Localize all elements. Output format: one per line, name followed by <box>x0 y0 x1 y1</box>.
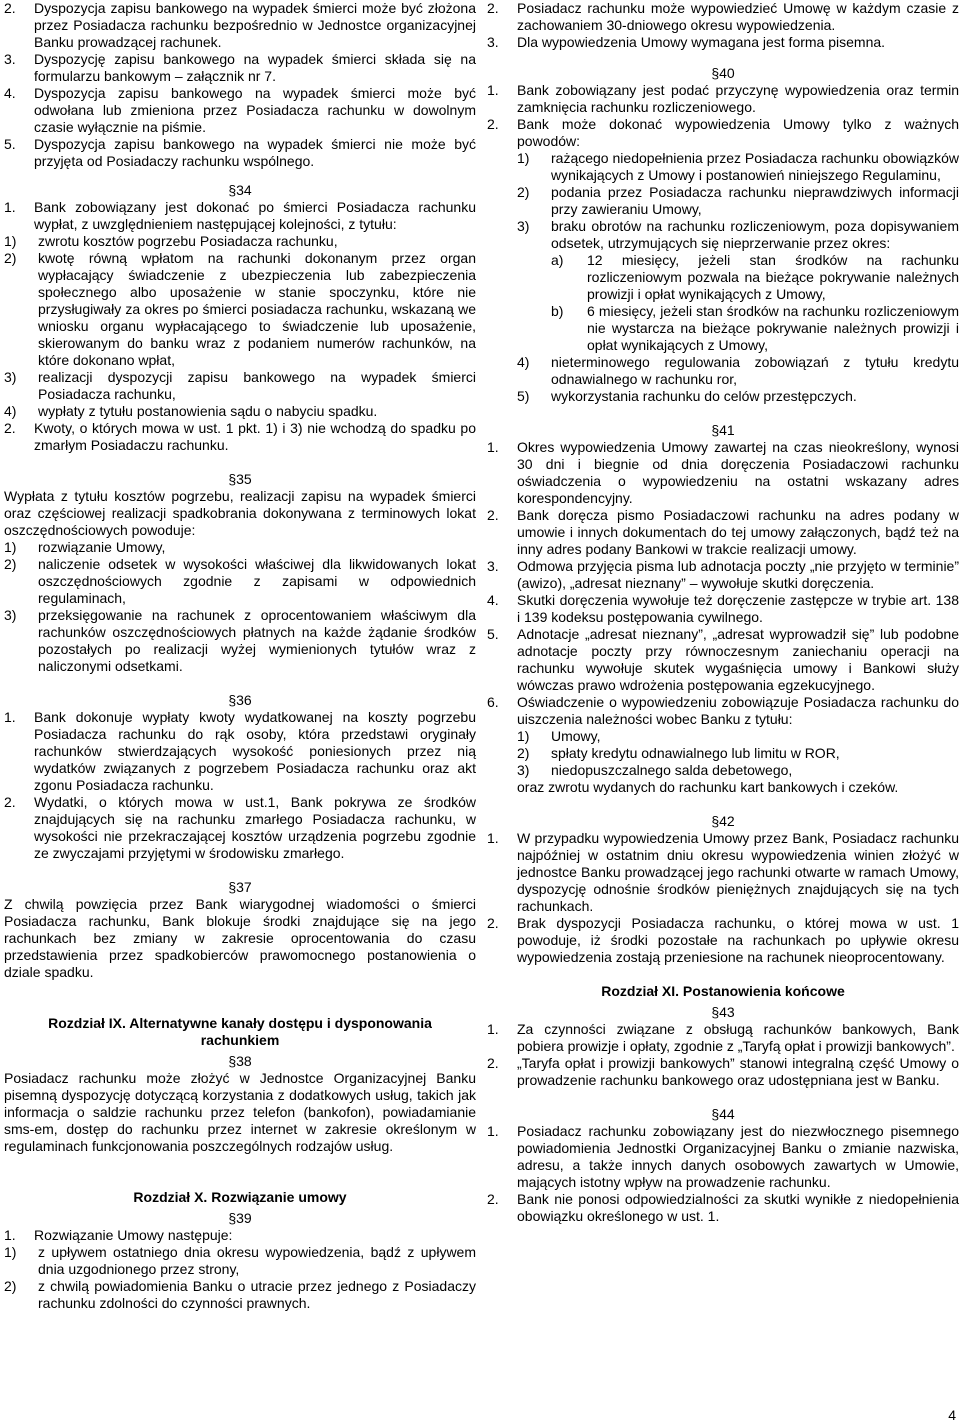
list-item <box>487 694 959 728</box>
list-item <box>4 420 476 454</box>
item-text: wykorzystania rachunku do celów przestępczych. <box>551 388 857 404</box>
list-item <box>4 1278 476 1312</box>
item-text: Dyspozycję zapisu bankowego na wypadek śmierci składa się na formularzu bankowym – załącznik nr 7. <box>34 51 476 84</box>
section-35-list <box>4 539 476 675</box>
item-number: 3) <box>4 369 17 385</box>
item-text: naliczenie odsetek w wysokości właściwej dla likwidowanych lokat oszczędnościowych zgodnie z zapisami w odpowiednich regulaminach, <box>38 556 476 606</box>
item-text: przeksięgowanie na rachunek z oprocentowaniem właściwym dla rachunków oszczędnościowych płatnych na każde żądanie środków pozostałych po realizacji wyżej wymienionych tytułów wraz z naliczonymi odsetkami. <box>38 607 476 674</box>
item-text: Wydatki, o których mowa w ust.1, Bank pokrywa ze środków znajdujących się na rachunku zmarłego Posiadacza rachunku, w wysokości nie przekraczającej kosztów urządzenia pogrzebu zgodnie ze zwyczajami przyjętymi w środowisku zmarłego. <box>34 794 476 861</box>
right-column <box>487 0 959 1225</box>
item-text: Umowy, <box>551 728 601 744</box>
list-item <box>487 439 959 507</box>
list-item <box>4 709 476 794</box>
item-text: wypłaty z tytułu postanowienia sądu o nabyciu spadku. <box>38 403 378 419</box>
item-text: z upływem ostatniego dnia okresu wypowiedzenia, bądź z upływem dnia uzgodnionego przez strony, <box>38 1244 476 1277</box>
item-text: Bank zobowiązany jest dokonać po śmierci Posiadacza rachunku wypłat, z uwzględnieniem następującej kolejności, z tytułu: <box>34 199 476 232</box>
item-number: a) <box>551 252 564 268</box>
item-number: 4) <box>4 403 17 419</box>
item-text: Dyspozycja zapisu bankowego na wypadek śmierci nie może być przyjęta od Posiadaczy rachunku wspólnego. <box>34 136 476 169</box>
list-item <box>4 199 476 233</box>
list-item <box>487 507 959 558</box>
item-number: 2) <box>4 556 17 572</box>
list-item <box>4 0 476 51</box>
list-item <box>487 82 959 116</box>
item-text: Skutki doręczenia wywołuje też doręczenie zastępcze w trybie art. 138 i 139 kodeksu postępowania cywilnego. <box>517 592 959 625</box>
item-text: Dyspozycja zapisu bankowego na wypadek śmierci może być odwołana lub zmieniona przez Posiadacza rachunku w dowolnym czasie wyłącznie na piśmie. <box>34 85 476 135</box>
list-item <box>487 830 959 915</box>
section-40-sublist-b <box>487 354 959 405</box>
item-number: 1. <box>487 1123 499 1139</box>
item-text: z chwilą powiadomienia Banku o utracie przez jednego z Posiadaczy rachunku zdolności do czynności prawnych. <box>38 1278 476 1311</box>
section-39-item-1 <box>4 1227 476 1244</box>
item-number: 5) <box>517 388 530 404</box>
item-number: 3. <box>487 34 499 50</box>
item-number: 2. <box>487 507 499 523</box>
list-item <box>4 51 476 85</box>
list-item <box>4 539 476 556</box>
item-text: nieterminowego regulowania zobowiązań z tytułu kredytu odnawialnego w rachunku ror, <box>551 354 959 387</box>
section-heading: §42 <box>711 813 735 829</box>
item-number: 1. <box>487 82 499 98</box>
list-item <box>487 1191 959 1225</box>
section-41-list <box>487 439 959 728</box>
item-text: Odmowa przyjęcia pisma lub adnotacja poczty „nie przyjęto w terminie” (awizo), „adresat nieznany” – wywołuje skutki doręczenia. <box>517 558 959 591</box>
item-number: 5. <box>487 626 499 642</box>
list-item <box>4 250 476 369</box>
item-number: 3. <box>4 51 16 67</box>
list-item <box>4 1227 476 1244</box>
intro-list <box>4 0 476 170</box>
list-item <box>487 1055 959 1089</box>
list-item <box>517 150 959 184</box>
item-number: 2) <box>517 184 530 200</box>
list-item <box>517 354 959 388</box>
item-number: 1. <box>4 1227 16 1243</box>
list-item <box>487 34 959 51</box>
section-heading: §41 <box>711 422 735 438</box>
list-item <box>487 1021 959 1055</box>
item-text: spłaty kredytu odnawialnego lub limitu w ROR, <box>551 745 840 761</box>
section-heading: §44 <box>711 1106 735 1122</box>
list-item <box>487 116 959 150</box>
item-number: 3) <box>4 607 17 623</box>
section-40-subsublist <box>487 252 959 354</box>
item-number: 1. <box>487 830 499 846</box>
list-item <box>517 218 959 252</box>
item-text: realizacji dyspozycji zapisu bankowego na wypadek śmierci Posiadacza rachunku, <box>38 369 476 402</box>
item-text: Dla wypowiedzenia Umowy wymagana jest forma pisemna. <box>517 34 886 50</box>
section-41-tail: oraz zwrotu wydanych do rachunku kart bankowych i czeków. <box>517 779 899 795</box>
list-item <box>4 369 476 403</box>
item-text: Dyspozycja zapisu bankowego na wypadek śmierci może być złożona przez Posiadacza rachunku bezpośrednio w Jednostce organizacyjnej Banku prowadzącej rachunek. <box>34 0 476 50</box>
list-item <box>4 556 476 607</box>
list-item <box>4 403 476 420</box>
list-item <box>4 1244 476 1278</box>
list-item <box>551 252 959 303</box>
list-item <box>487 0 959 34</box>
item-text: Adnotacje „adresat nieznany”, „adresat wyprowadził się” lub podobne adnotacje poczty przy równoczesnym zaniechaniu operacji na rachunku wywołuje skutek wygaśnięcia umowy i Bankowi służy wówczas prawo wdrożenia postępowania egzekucyjnego. <box>517 626 959 693</box>
item-number: 3. <box>487 558 499 574</box>
chapter-heading: Rozdział XI. Postanowienia końcowe <box>601 983 845 999</box>
section-40-item-1 <box>487 82 959 116</box>
section-34-item-2 <box>4 420 476 454</box>
item-number: 1. <box>4 709 16 725</box>
item-text: Bank dokonuje wypłaty kwoty wydatkowanej na koszty pogrzebu Posiadacza rachunku do rąk osoby, która przedstawi oryginały rachunków stwierdzających wysokość poniesionych przez nią wydatków związanych z pogrzebem Posiadacza rachunku oraz akt zgonu Posiadacza rachunku. <box>34 709 476 793</box>
item-number: 2. <box>487 915 499 931</box>
item-number: 2. <box>487 116 499 132</box>
section-36-list <box>4 709 476 862</box>
item-number: 3) <box>517 762 530 778</box>
list-item <box>517 388 959 405</box>
item-number: 2. <box>487 1055 499 1071</box>
list-item <box>4 794 476 862</box>
section-42-list <box>487 830 959 966</box>
list-item <box>487 915 959 966</box>
item-number: 1. <box>487 1021 499 1037</box>
item-text: Brak dyspozycji Posiadacza rachunku, o której mowa w ust. 1 powoduje, iż środki pozostałe na rachunkach po upływie okresu wypowiedzenia zostają przeniesione na rachunek nieoprocentowany. <box>517 915 959 965</box>
item-text: Bank może dokonać wypowiedzenia Umowy tylko z ważnych powodów: <box>517 116 959 149</box>
list-item <box>517 728 959 745</box>
item-number: b) <box>551 303 564 319</box>
list-item <box>4 85 476 136</box>
item-number: 2. <box>487 1191 499 1207</box>
item-number: 1. <box>487 439 499 455</box>
item-text: Okres wypowiedzenia Umowy zawartej na czas nieokreślony, wynosi 30 dni i biegnie od dnia doręczenia Posiadaczowi rachunku oświadczenia o wypowiedzeniu na ostatni wskazany adres korespondencyjny. <box>517 439 959 506</box>
section-43-list <box>487 1021 959 1089</box>
section-heading: §36 <box>228 692 252 708</box>
item-number: 1) <box>517 728 530 744</box>
item-text: niedopuszczalnego salda debetowego, <box>551 762 793 778</box>
section-heading: §35 <box>228 471 252 487</box>
section-40-item-2 <box>487 116 959 150</box>
left-column <box>4 0 476 1312</box>
item-text: Posiadacz rachunku zobowiązany jest do niezwłocznego pisemnego powiadomienia Jednostki Organizacyjnej Banku o zmianie nazwiska, adresu, a także innych danych osobowych zawartych w Umowie, mających istotny wpływ na prowadzenie rachunku. <box>517 1123 959 1190</box>
item-number: 4. <box>4 85 16 101</box>
item-number: 2) <box>4 1278 17 1294</box>
section-35-text: Wypłata z tytułu kosztów pogrzebu, realizacji zapisu na wypadek śmierci oraz częściowej realizacji spadkobrania dokonywana z terminowych lokat oszczędnościowych powoduje: <box>4 488 476 538</box>
item-text: 6 miesięcy, jeżeli stan środków na rachunku rozliczeniowym nie wystarcza na bieżące pokrywanie należnych prowizji i opłat wynikających z Umowy, <box>587 303 959 353</box>
section-37-text: Z chwilą powzięcia przez Bank wiarygodnej wiadomości o śmierci Posiadacza rachunku, Bank blokuje środki znajdujące się na jego rachunkach bez zmiany w zakresie oprocentowania do czasu przedstawienia przez spadkobierców prawomocnego postanowienia o dziale spadku. <box>4 896 476 980</box>
list-item <box>517 745 959 762</box>
item-number: 1) <box>517 150 530 166</box>
list-item <box>4 607 476 675</box>
section-heading: §37 <box>228 879 252 895</box>
section-44-list <box>487 1123 959 1225</box>
item-text: Oświadczenie o wypowiedzeniu zobowiązuje Posiadacza rachunku do uiszczenia należności wobec Banku z tytułu: <box>517 694 959 727</box>
item-number: 4) <box>517 354 530 370</box>
list-item <box>487 1123 959 1191</box>
section-34-item-1 <box>4 199 476 233</box>
section-heading: §39 <box>228 1210 252 1226</box>
list-item <box>551 303 959 354</box>
item-text: rozwiązanie Umowy, <box>38 539 166 555</box>
item-number: 2. <box>4 794 16 810</box>
list-item <box>517 762 959 779</box>
chapter-heading: Rozdział IX. Alternatywne kanały dostępu i dysponowania rachunkiem <box>48 1015 432 1048</box>
item-number: 3) <box>517 218 530 234</box>
section-heading: §43 <box>711 1004 735 1020</box>
item-text: Bank zobowiązany jest podać przyczynę wypowiedzenia oraz termin zamknięcia rachunku rozliczeniowego. <box>517 82 959 115</box>
section-41-sublist <box>487 728 959 779</box>
section-heading: §38 <box>228 1053 252 1069</box>
item-text: Bank doręcza pismo Posiadaczowi rachunku na adres podany w umowie i innych dokumentach do tej umowy załączonych, bądź też na inny adres podany Bankowi w trakcie realizacji umowy. <box>517 507 959 557</box>
item-text: Bank nie ponosi odpowiedzialności za skutki wynikłe z niedopełnienia obowiązku określonego w ust. 1. <box>517 1191 959 1224</box>
item-number: 2) <box>4 250 17 266</box>
item-number: 6. <box>487 694 499 710</box>
item-text: 12 miesięcy, jeżeli stan środków na rachunku rozliczeniowym pozwala na bieżące pokrywanie należnych prowizji i opłat wynikających z Umowy, <box>587 252 959 302</box>
item-number: 2) <box>517 745 530 761</box>
item-text: rażącego niedopełnienia przez Posiadacza rachunku obowiązków wynikających z Umowy i postanowień niniejszego Regulaminu, <box>551 150 959 183</box>
item-text: podania przez Posiadacza rachunku nieprawdziwych informacji przy zawieraniu Umowy, <box>551 184 959 217</box>
item-text: zwrotu kosztów pogrzebu Posiadacza rachunku, <box>38 233 338 249</box>
item-text: Kwoty, o których mowa w ust. 1 pkt. 1) i 3) nie wchodzą do spadku po zmarłym Posiadaczu rachunku. <box>34 420 476 453</box>
section-34-sublist <box>4 233 476 420</box>
section-heading: §34 <box>228 182 252 198</box>
list-item <box>517 184 959 218</box>
item-number: 4. <box>487 592 499 608</box>
item-number: 1) <box>4 233 17 249</box>
item-number: 2. <box>4 420 16 436</box>
list-item <box>487 558 959 592</box>
list-item <box>4 136 476 170</box>
item-number: 1. <box>4 199 16 215</box>
list-item <box>487 626 959 694</box>
section-39-sublist <box>4 1244 476 1312</box>
item-text: W przypadku wypowiedzenia Umowy przez Bank, Posiadacz rachunku najpóźniej w ostatnim dniu okresu wypowiedzenia winien złożyć w jednostce Banku prowadzącej jego rachunki otwarte w ramach Umowy, dyspozycję odnośnie środków pieniężnych znajdujących się na tych rachunkach. <box>517 830 959 914</box>
item-text: kwotę równą wpłatom na rachunki dokonanym przez organ wypłacający świadczenie z ubezpieczenia lub zabezpieczenia społecznego albo uposażenie w stanie spoczynku, które nie przysługiwały za okres po śmierci posiadacza rachunku, wskazaną we wniosku organu wypłacającego to świadczenie lub uposażenie, skierowanym do banku wraz z podaniem numerów rachunków, na które dokonano wpłat, <box>38 250 476 368</box>
item-text: Za czynności związane z obsługą rachunków bankowych, Bank pobiera prowizje i opłaty, zgodnie z „Taryfą opłat i prowizji bankowych”. <box>517 1021 959 1054</box>
page-number: 4 <box>948 1407 956 1423</box>
item-text: braku obrotów na rachunku rozliczeniowym, poza dopisywaniem odsetek, utrzymujących się nieprzerwanie przez okres: <box>551 218 959 251</box>
item-number: 2. <box>4 0 16 16</box>
section-38-text: Posiadacz rachunku może złożyć w Jednostce Organizacyjnej Banku pisemną dyspozycję dotyczącą korzystania z dodatkowych usług, takich jak informacja o saldzie rachunku przez telefon (bankofon), powiadamianie sms-em, dostęp do rachunku przez internet w zakresie określonym w regulaminach funkcjonowania poszczególnych rodzajów usług. <box>4 1070 476 1154</box>
section-40-sublist <box>487 150 959 252</box>
list-item <box>4 233 476 250</box>
item-number: 1) <box>4 539 17 555</box>
item-number: 5. <box>4 136 16 152</box>
intro-list <box>487 0 959 51</box>
item-text: „Taryfa opłat i prowizji bankowych” stanowi integralną część Umowy o prowadzenie rachunku bankowego oraz udostępniana jest w Banku. <box>517 1055 959 1088</box>
section-heading: §40 <box>711 65 735 81</box>
list-item <box>487 592 959 626</box>
item-number: 1) <box>4 1244 17 1260</box>
item-text: Rozwiązanie Umowy następuje: <box>34 1227 233 1243</box>
chapter-heading: Rozdział X. Rozwiązanie umowy <box>133 1189 347 1205</box>
item-number: 2. <box>487 0 499 16</box>
item-text: Posiadacz rachunku może wypowiedzieć Umowę w każdym czasie z zachowaniem 30-dniowego okresu wypowiedzenia. <box>517 0 959 33</box>
